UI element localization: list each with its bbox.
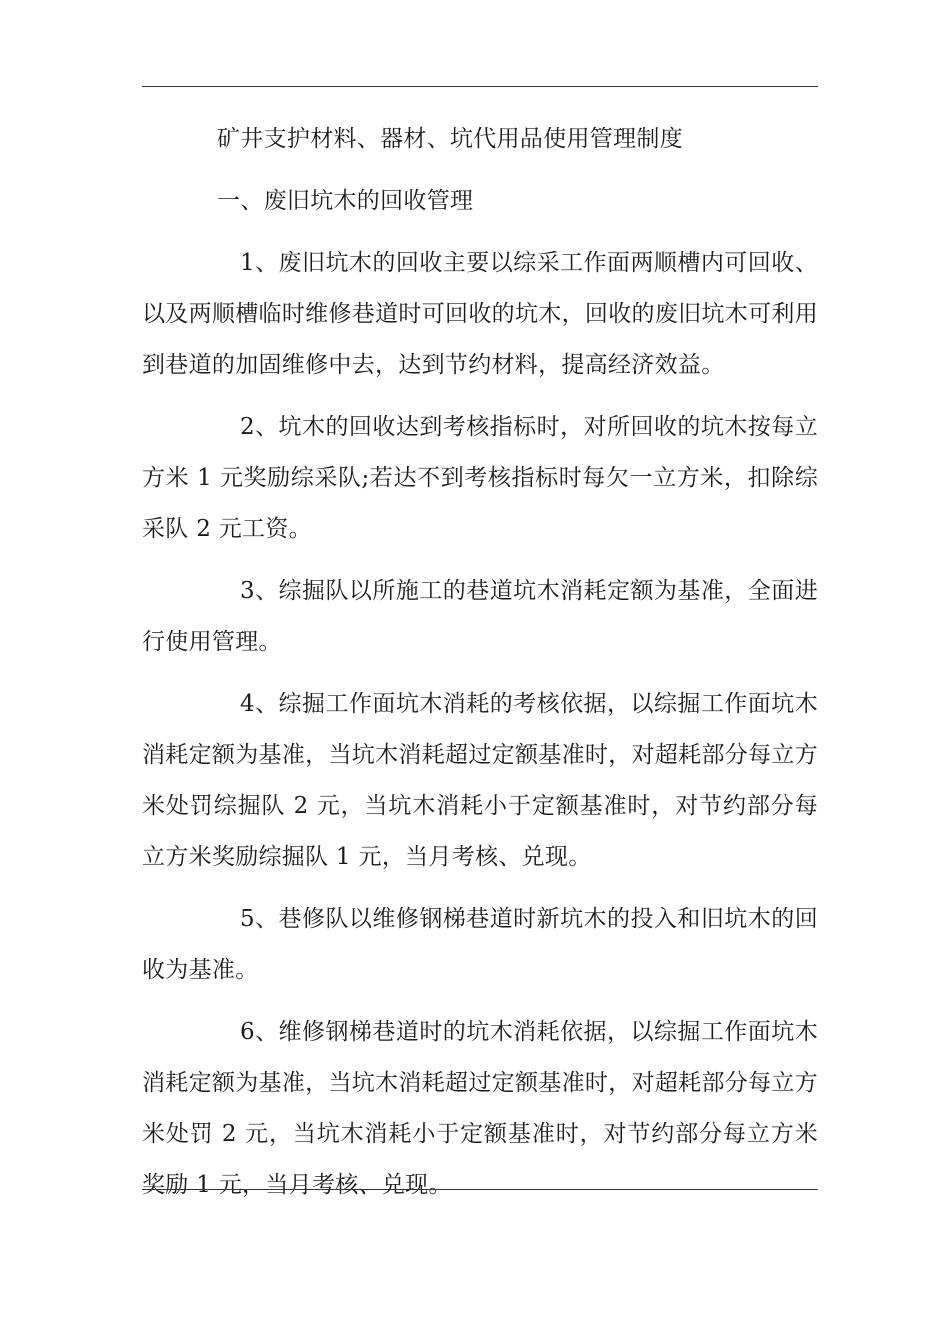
section-heading: 一、废旧坑木的回收管理 <box>217 188 474 214</box>
paragraph-item-1: 1、废旧坑木的回收主要以综采工作面两顺槽内可回收、以及两顺槽临时维修巷道时可回收的坑木，回收的废旧坑木可利用到巷道的加固维修中去，达到节约材料，提高经济效益。 <box>142 250 818 378</box>
paragraph-item-3: 3、综掘队以所施工的巷道坑木消耗定额为基准，全面进行使用管理。 <box>142 578 818 655</box>
paragraph-item-5: 5、巷修队以维修钢梯巷道时新坑木的投入和旧坑木的回收为基准。 <box>142 906 818 983</box>
document-body <box>142 114 818 1222</box>
document-title: 矿井支护材料、器材、坑代用品使用管理制度 <box>217 126 683 152</box>
paragraph-item-4: 4、综掘工作面坑木消耗的考核依据，以综掘工作面坑木消耗定额为基准，当坑木消耗超过定额基准时，对超耗部分每立方米处罚综掘队 2 元，当坑木消耗小于定额基准时，对节约部分每立方米奖励综掘队 1 元，当月考核、兑现。 <box>142 691 818 870</box>
footer-rule <box>142 1189 818 1190</box>
paragraph-item-2: 2、坑木的回收达到考核指标时，对所回收的坑木按每立方米 1 元奖励综采队;若达不到考核指标时每欠一立方米，扣除综采队 2 元工资。 <box>142 414 818 542</box>
paragraph-item-6: 6、维修钢梯巷道时的坑木消耗依据，以综掘工作面坑木消耗定额为基准，当坑木消耗超过定额基准时，对超耗部分每立方米处罚 2 元，当坑木消耗小于定额基准时，对节约部分每立方米奖励 1 元，当月考核、兑现。 <box>142 1019 818 1198</box>
header-rule <box>142 86 818 87</box>
